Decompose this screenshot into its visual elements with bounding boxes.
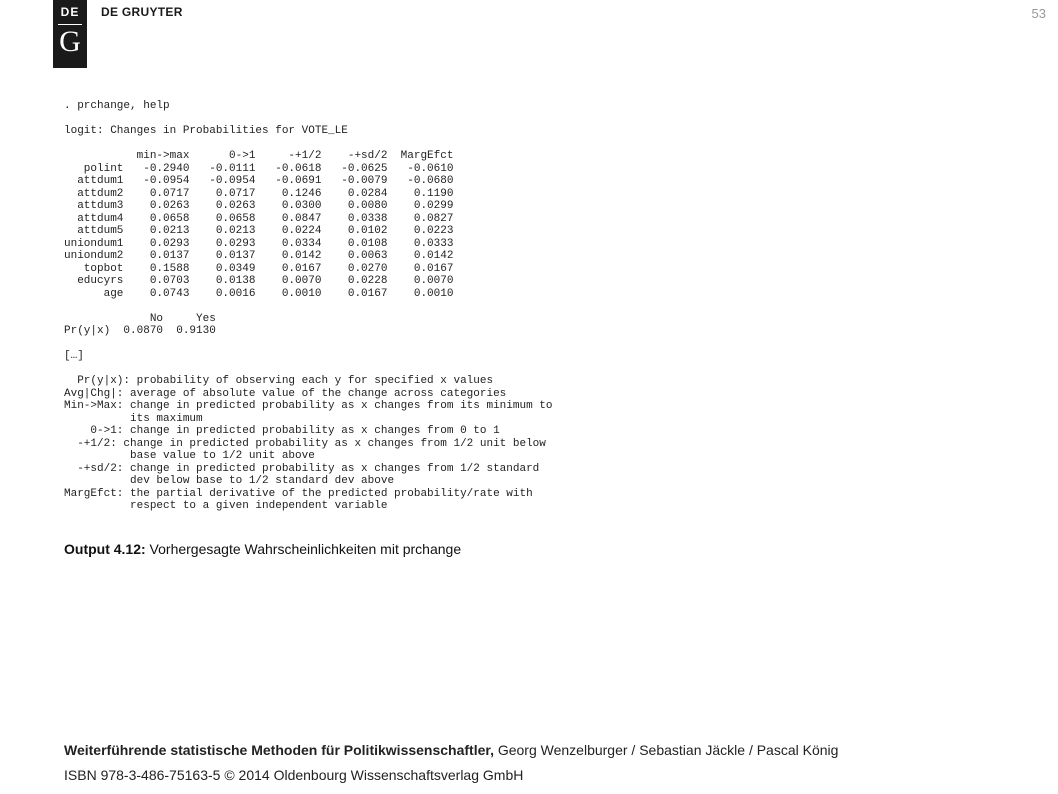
output-line: -+sd/2: change in predicted probability as x changes from 1/2 standard <box>64 462 540 475</box>
publisher-name: DE GRUYTER <box>101 5 183 19</box>
output-line: attdum3 0.0263 0.0263 0.0300 0.0080 0.0299 <box>64 200 454 212</box>
logo-g-letter: G <box>59 25 81 58</box>
output-line: age 0.0743 0.0016 0.0010 0.0167 0.0010 <box>64 287 454 300</box>
footer-book-title: Weiterführende statistische Methoden für Politikwissenschaftler, <box>64 742 494 758</box>
footer-citation <box>64 742 838 758</box>
output-line <box>64 338 552 351</box>
output-line: topbot 0.1588 0.0349 0.0167 0.0270 0.0167 <box>64 262 454 275</box>
logo-de-text: DE <box>60 5 80 19</box>
output-line: 0->1: change in predicted probability as x changes from 0 to 1 <box>64 425 500 437</box>
output-line: attdum5 0.0213 0.0213 0.0224 0.0102 0.0223 <box>64 225 454 237</box>
footer-authors: Georg Wenzelburger / Sebastian Jäckle / Pascal König <box>493 742 839 758</box>
output-line <box>64 138 552 151</box>
output-line: attdum2 0.0717 0.0717 0.1246 0.0284 0.1190 <box>64 187 454 200</box>
output-line: […] <box>64 350 84 362</box>
publisher-logo <box>53 0 87 68</box>
output-line: No Yes <box>64 312 216 325</box>
output-line: attdum1 -0.0954 -0.0954 -0.0691 -0.0079 -0.0680 <box>64 175 454 187</box>
stata-output <box>64 100 552 513</box>
output-line: attdum4 0.0658 0.0658 0.0847 0.0338 0.0827 <box>64 212 454 225</box>
output-line: educyrs 0.0703 0.0138 0.0070 0.0228 0.0070 <box>64 275 454 287</box>
output-line: uniondum1 0.0293 0.0293 0.0334 0.0108 0.0333 <box>64 237 454 250</box>
output-line: its maximum <box>64 412 203 425</box>
output-line: logit: Changes in Probabilities for VOTE_LE <box>64 125 348 137</box>
output-line: respect to a given independent variable <box>64 500 388 512</box>
output-line <box>64 113 552 126</box>
output-line: -+1/2: change in predicted probability as x changes from 1/2 unit below <box>64 437 546 450</box>
footer-isbn: ISBN 978-3-486-75163-5 © 2014 Oldenbourg Wissenschaftsverlag GmbH <box>64 767 524 783</box>
figure-caption <box>64 541 461 557</box>
output-line <box>64 300 552 313</box>
output-line: base value to 1/2 unit above <box>64 450 315 462</box>
caption-text: Vorhergesagte Wahrscheinlichkeiten mit prchange <box>145 541 462 557</box>
output-line: Avg|Chg|: average of absolute value of the change across categories <box>64 387 507 400</box>
output-line: dev below base to 1/2 standard dev above <box>64 475 395 487</box>
output-line: min->max 0->1 -+1/2 -+sd/2 MargEfct <box>64 150 454 162</box>
output-line: Min->Max: change in predicted probability as x changes from its minimum to <box>64 400 553 412</box>
output-line: polint -0.2940 -0.0111 -0.0618 -0.0625 -0.0610 <box>64 162 454 175</box>
output-line: Pr(y|x) 0.0870 0.9130 <box>64 325 216 337</box>
output-line: Pr(y|x): probability of observing each y for specified x values <box>64 375 494 387</box>
output-line: MargEfct: the partial derivative of the predicted probability/rate with <box>64 487 533 500</box>
output-line: . prchange, help <box>64 100 170 112</box>
output-line: uniondum2 0.0137 0.0137 0.0142 0.0063 0.0142 <box>64 250 454 262</box>
output-line <box>64 363 552 376</box>
page-number: 53 <box>1031 6 1046 21</box>
caption-label: Output 4.12: <box>64 541 146 557</box>
